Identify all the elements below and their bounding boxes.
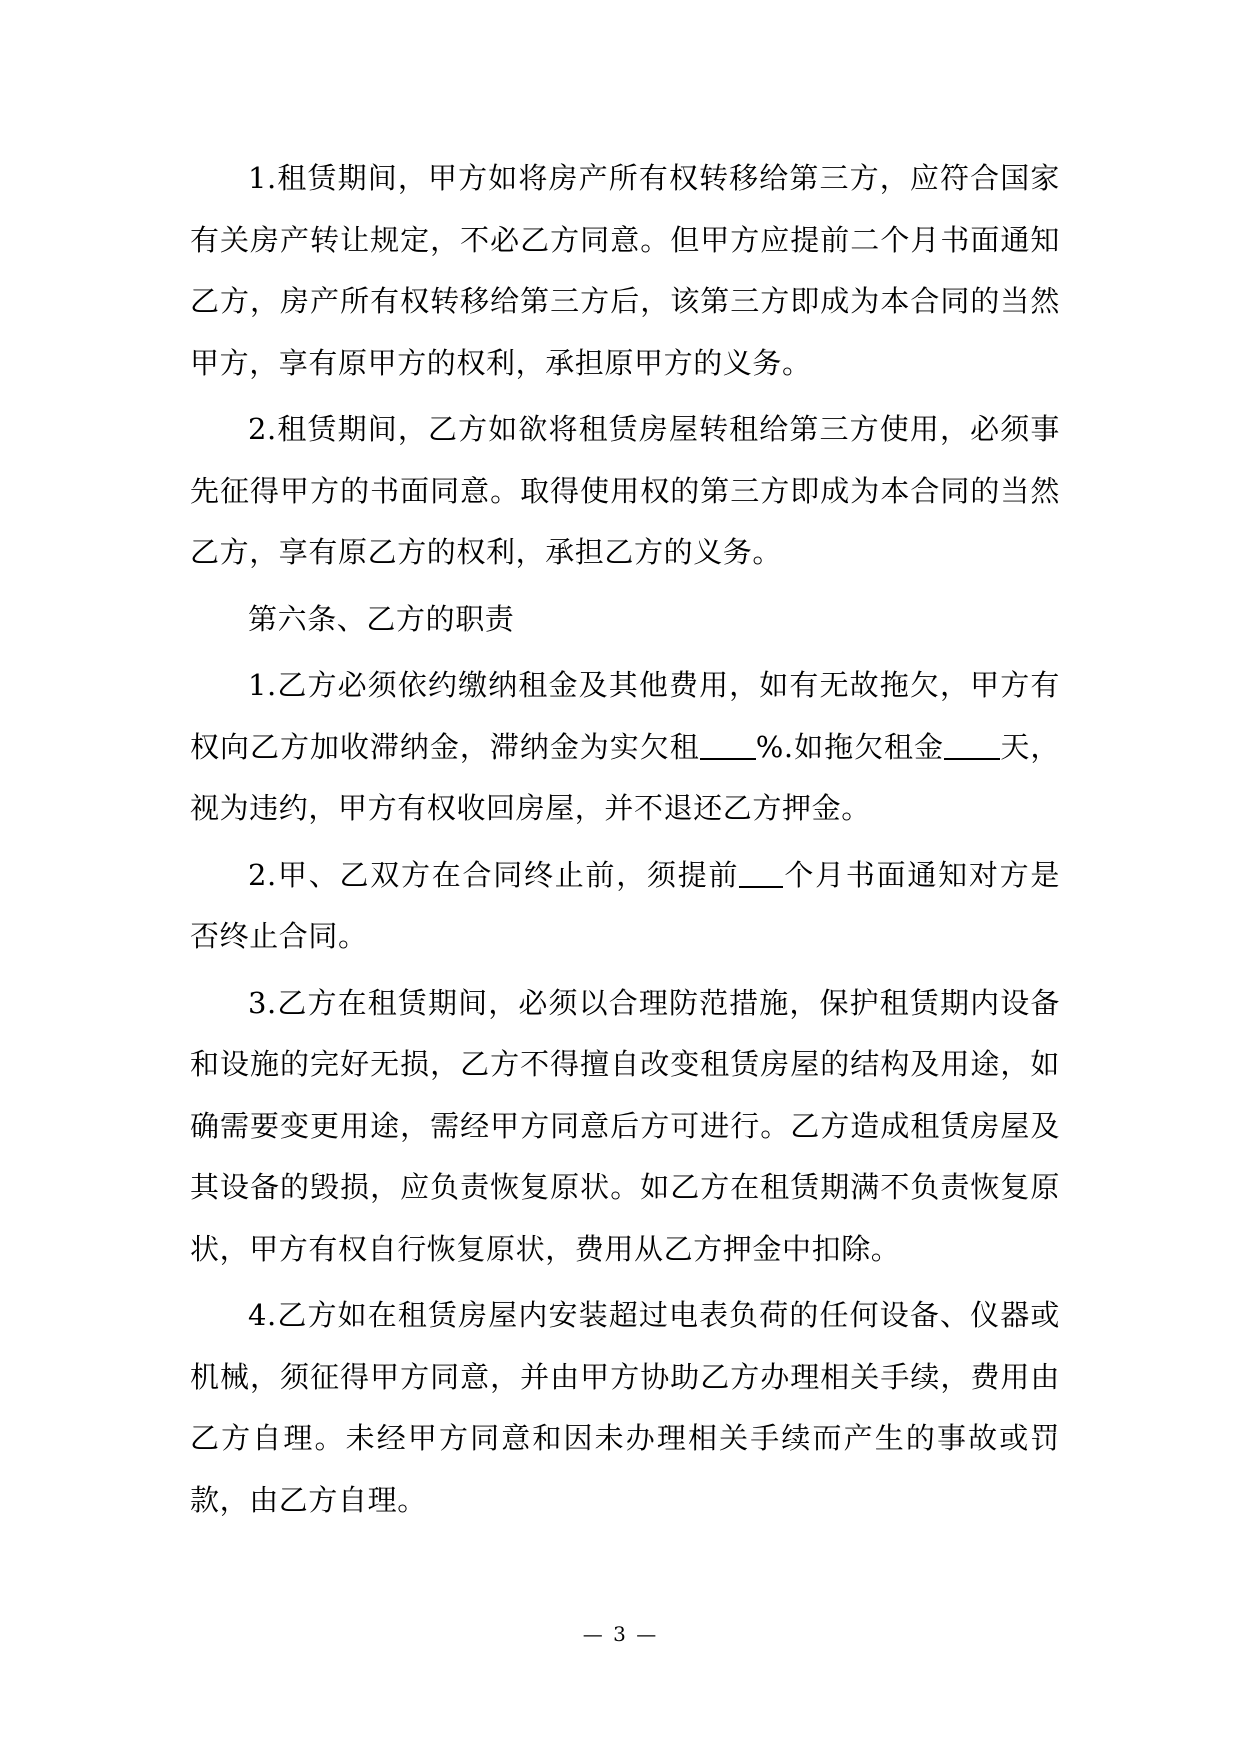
- clause-6-1-text-c: 天，视为违约，甲方有权收回房屋，并不退还乙方押金。: [190, 729, 1061, 825]
- clause-6-2-text-a: 2.甲、乙双方在合同终止前，须提前: [248, 857, 740, 892]
- clause-5-1-paragraph: 1.租赁期间，甲方如将房产所有权转移给第三方，应符合国家有关房产转让规定，不必乙方同意。但甲方应提前二个月书面通知乙方，房产所有权转移给第三方后，该第三方即成为本合同的当然甲方，享有原甲方的权利，承担原甲方的义务。: [190, 161, 1060, 380]
- clause-6-3-paragraph: 3.乙方在租赁期间，必须以合理防范措施，保护租赁期内设备和设施的完好无损，乙方不得擅自改变租赁房屋的结构及用途，如确需要变更用途，需经甲方同意后方可进行。乙方造成租赁房屋及其设备的毁损，应负责恢复原状。如乙方在租赁期满不负责恢复原状，甲方有权自行恢复原状，费用从乙方押金中扣除。: [190, 985, 1060, 1266]
- late-fee-percent-blank: [700, 729, 756, 760]
- clause-6-1-text-b: %.如拖欠租金: [755, 729, 945, 764]
- notice-months-blank: [739, 857, 783, 888]
- clause-6-1-text-a: 1.乙方必须依约缴纳租金及其他费用，如有无故拖欠，甲方有权向乙方加收滞纳金，滞纳金为实欠租: [190, 668, 1060, 764]
- clause-6-1-paragraph: [190, 655, 1060, 840]
- clause-6-4-paragraph: 4.乙方如在租赁房屋内安装超过电表负荷的任何设备、仪器或机械，须征得甲方同意，并由甲方协助乙方办理相关手续，费用由乙方自理。未经甲方同意和因未办理相关手续而产生的事故或罚款，由乙方自理。: [190, 1298, 1060, 1517]
- overdue-days-blank: [944, 729, 1000, 760]
- clause-6-2-paragraph: [190, 845, 1060, 968]
- clause-6-2-text-b: 个月书面通知对方是否终止合同。: [190, 857, 1060, 953]
- document-body: [190, 148, 1060, 1536]
- page-number: — 3 —: [582, 1622, 659, 1646]
- clause-5-2-paragraph: 2.租赁期间，乙方如欲将租赁房屋转租给第三方使用，必须事先征得甲方的书面同意。取得使用权的第三方即成为本合同的当然乙方，享有原乙方的权利，承担乙方的义务。: [190, 412, 1060, 569]
- article-6-heading: 第六条、乙方的职责: [248, 601, 515, 636]
